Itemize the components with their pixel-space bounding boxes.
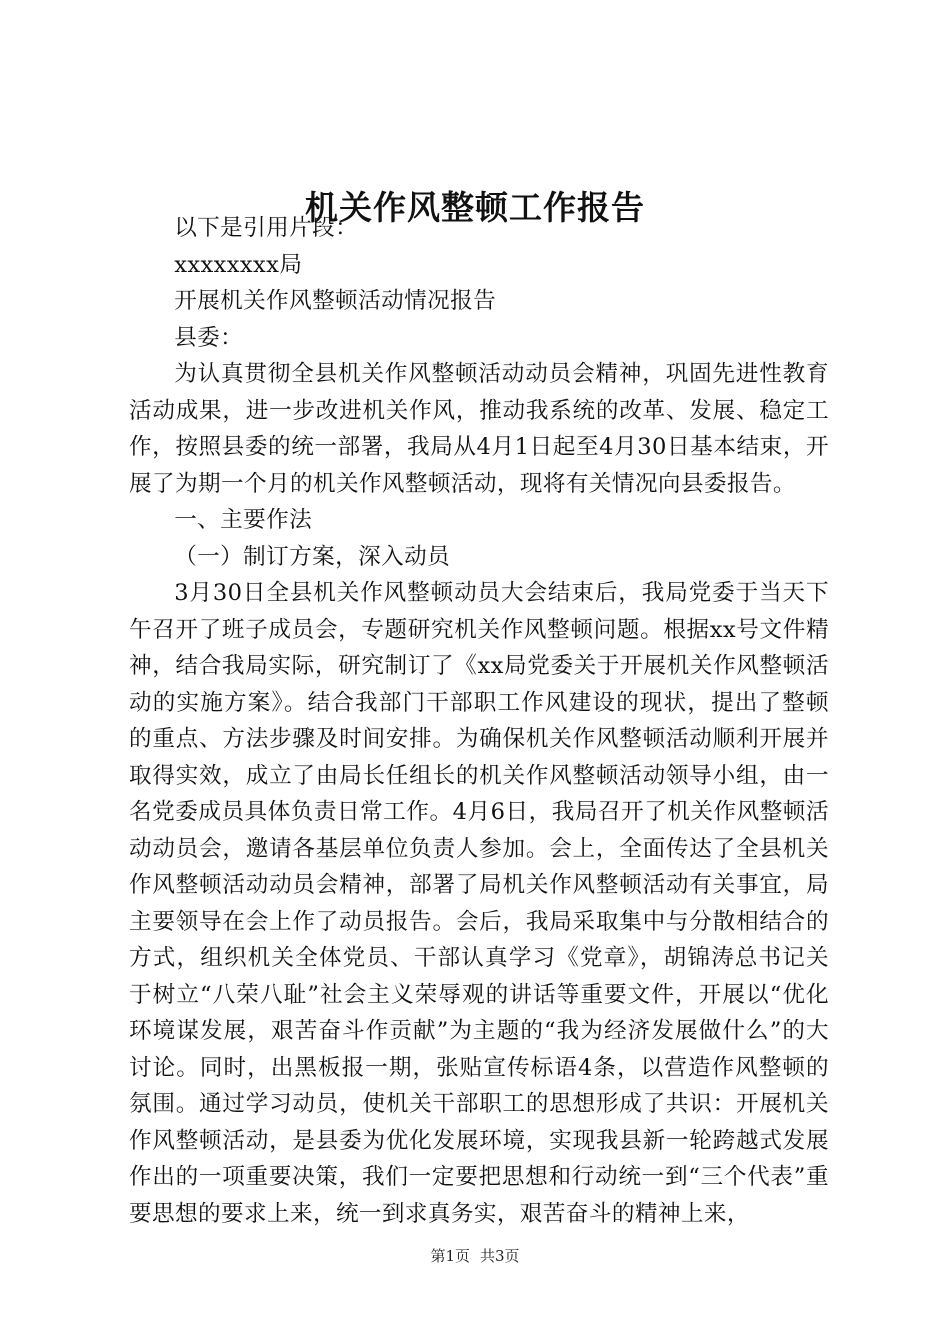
document-body	[129, 210, 829, 1232]
subsection-heading: （一）制订方案，深入动员	[174, 543, 451, 570]
addressee: 县委：	[174, 324, 244, 351]
page-total: 共3页	[480, 1247, 520, 1265]
section-heading: 一、主要作法	[174, 507, 313, 533]
intro-paragraph: 为认真贯彻全县机关作风整顿活动动员会精神，巩固先进性教育活动成果，进一步改进机关作风，推动我系统的改革、发展、稳定工作，按照县委的统一部署，我局从4月1日起至4月30日基本结束，开展了为期一个月的机关作风整顿活动，现将有关情况向县委报告。	[129, 361, 829, 497]
issuer-line: xxxxxxxx局	[174, 251, 303, 278]
document-title: 机关作风整顿工作报告	[305, 188, 645, 227]
body-paragraph: 3月30日全县机关作风整顿动员大会结束后，我局党委于当天下午召开了班子成员会，专题研究机关作风整顿问题。根据xx号文件精神，结合我局实际，研究制订了《xx局党委关于开展机关作风整顿活动的实施方案》。结合我部门干部职工作风建设的现状，提出了整顿的重点、方法步骤及时间安排。为确保机关作风整顿活动顺利开展并取得实效，成立了由局长任组长的机关作风整顿活动领导小组，由一名党委成员具体负责日常工作。4月6日，我局召开了机关作风整顿活动动员会，邀请各基层单位负责人参加。会上，全面传达了全县机关作风整顿活动动员会精神，部署了局机关作风整顿活动有关事宜，局主要领导在会上作了动员报告。会后，我局采取集中与分散相结合的方式，组织机关全体党员、干部认真学习《党章》，胡锦涛总书记关于树立“八荣八耻”社会主义荣辱观的讲话等重要文件，开展以“优化环境谋发展，艰苦奋斗作贡献”为主题的“我为经济发展做什么”的大讨论。同时，出黑板报一期，张贴宣传标语4条，以营造作风整顿的氛围。通过学习动员，使机关干部职工的思想形成了共识：开展机关作风整顿活动，是县委为优化发展环境，实现我县新一轮跨越式发展作出的一项重要决策，我们一定要把思想和行动统一到“三个代表”重要思想的要求上来，统一到求真务实，艰苦奋斗的精神上来，	[129, 580, 829, 1227]
report-subtitle: 开展机关作风整顿活动情况报告	[174, 288, 497, 314]
page-footer	[0, 1246, 950, 1266]
quote-intro: 以下是引用片段：	[174, 215, 359, 241]
page-number: 第1页	[430, 1247, 470, 1265]
